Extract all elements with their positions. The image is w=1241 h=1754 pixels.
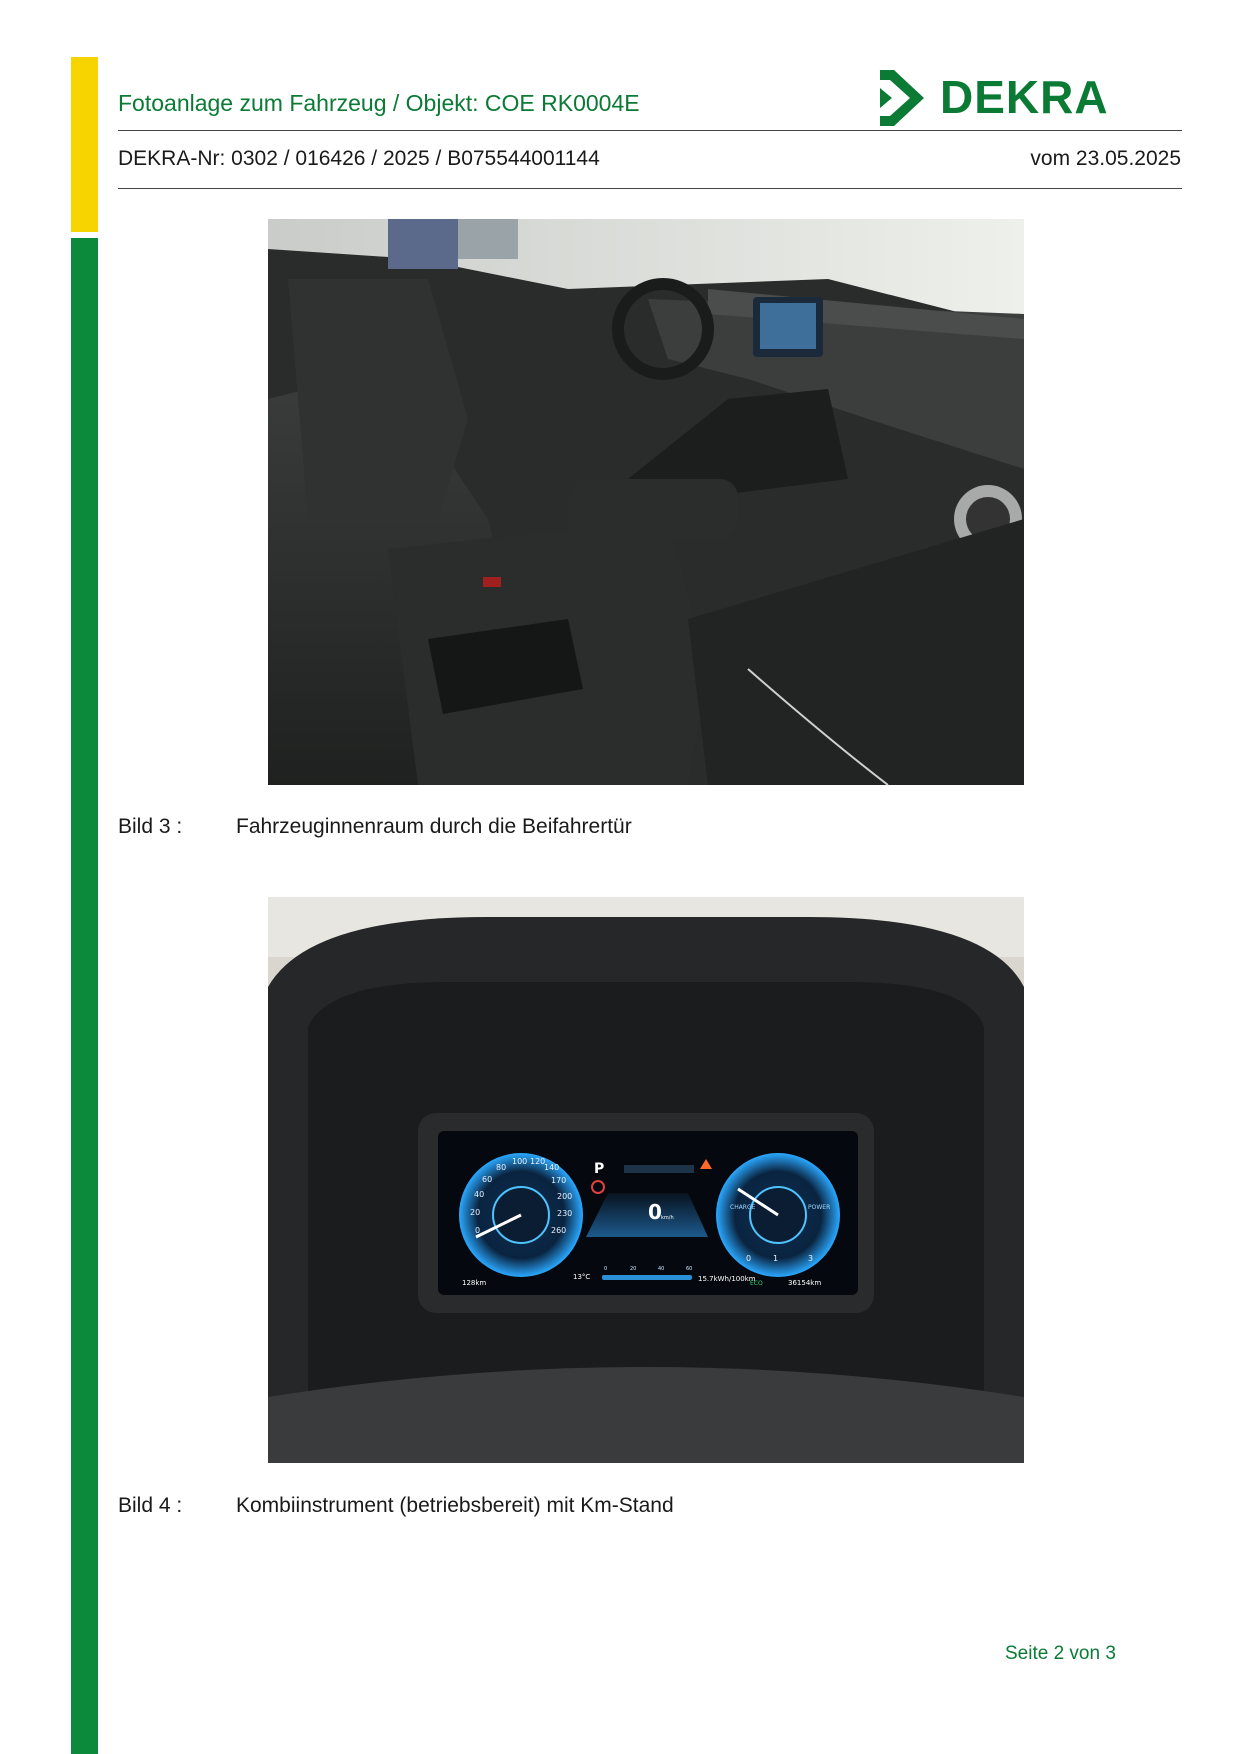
bar-tick: 20 [630, 1266, 637, 1272]
side-bar-yellow [71, 57, 98, 232]
header-rule-top [118, 130, 1182, 131]
temperature: 13°C [573, 1273, 591, 1281]
power-label: POWER [808, 1204, 831, 1211]
power-tick: 3 [808, 1254, 814, 1263]
caption-number-4: Bild 4 : [118, 1494, 183, 1517]
speedo-tick: 260 [551, 1226, 567, 1235]
side-bar-green [71, 238, 98, 1754]
speed-unit: km/h [661, 1215, 674, 1221]
eco-indicator: ECO [750, 1280, 763, 1287]
range-value: 128km [462, 1279, 487, 1287]
bar-tick: 0 [604, 1266, 608, 1272]
logo-text: DEKRA [940, 71, 1109, 123]
consumption-bar [602, 1275, 692, 1280]
bar-tick: 60 [686, 1266, 693, 1272]
speedo-tick: 120 [530, 1157, 546, 1166]
bar-tick: 40 [658, 1266, 665, 1272]
photo-interior [268, 219, 1024, 785]
odometer-value: 36154km [788, 1279, 822, 1287]
photo-instrument-cluster [268, 897, 1024, 1463]
speedo-tick: 200 [557, 1192, 573, 1201]
speedo-tick: 60 [482, 1175, 493, 1184]
gear-indicator: P [594, 1161, 605, 1177]
speedo-tick: 0 [475, 1226, 481, 1235]
dekra-logo-icon [872, 68, 932, 128]
speed-value: 0 [648, 1200, 662, 1224]
speedo-tick: 20 [470, 1208, 481, 1217]
header-rule-bottom [118, 188, 1182, 189]
speedo-tick: 140 [544, 1163, 560, 1172]
speedo-tick: 80 [496, 1163, 507, 1172]
header-title: Fotoanlage zum Fahrzeug / Objekt: COE RK0004E [118, 90, 640, 116]
caption-number-3: Bild 3 : [118, 815, 183, 838]
caption-text-4: Kombiinstrument (betriebsbereit) mit Km-Stand [236, 1494, 674, 1517]
power-tick: 1 [773, 1254, 779, 1263]
assist-icons [624, 1165, 694, 1173]
speedo-tick: 40 [474, 1190, 485, 1199]
speedo-tick: 170 [551, 1176, 567, 1185]
caption-text-3: Fahrzeuginnenraum durch die Beifahrertür [236, 815, 632, 838]
charge-label: CHARGE [730, 1204, 756, 1211]
speedo-tick: 230 [557, 1209, 573, 1218]
consumption-value: 15.7kWh/100km [698, 1275, 756, 1283]
dekra-logo [872, 68, 1109, 128]
report-date: vom 23.05.2025 [1030, 147, 1181, 170]
speedo-tick: 100 [512, 1157, 528, 1166]
dekra-number: DEKRA-Nr: 0302 / 016426 / 2025 / B075544001144 [118, 147, 600, 170]
page-number: Seite 2 von 3 [1005, 1643, 1116, 1664]
power-tick: 0 [746, 1254, 752, 1263]
